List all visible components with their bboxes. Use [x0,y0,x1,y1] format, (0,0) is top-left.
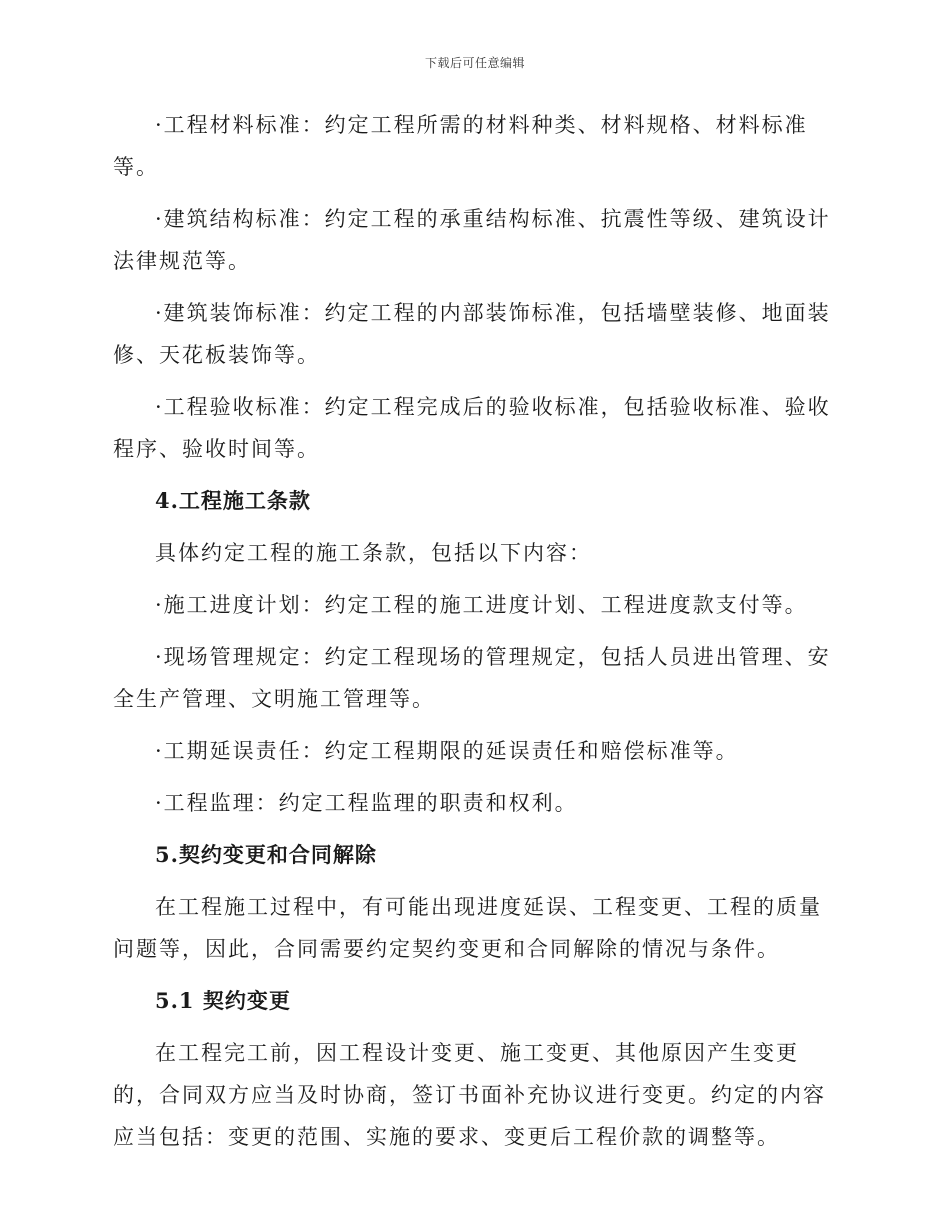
page-header: 下载后可任意编辑 [424,56,525,70]
paragraph-change-detail: 在工程完工前，因工程设计变更、施工变更、其他原因产生变更的，合同双方应当及时协商，签订书面补充协议进行变更。约定的内容应当包括：变更的范围、实施的要求、变更后工程价款的调整等。 [113,1041,826,1149]
paragraph-material-standard: ·工程材料标准：约定工程所需的材料种类、材料规格、材料标准等。 [113,113,808,179]
section-heading-construction-terms: 4.工程施工条款 [155,488,311,513]
paragraph-delay-liability: ·工期延误责任：约定工程期限的延误责任和赔偿标准等。 [155,739,739,763]
paragraph-decoration-standard: ·建筑装饰标准：约定工程的内部装饰标准，包括墙壁装修、地面装修、天花板装饰等。 [113,301,831,367]
paragraph-site-management: ·现场管理规定：约定工程现场的管理规定，包括人员进出管理、安全生产管理、文明施工管理等。 [113,645,831,711]
paragraph-change-intro: 在工程施工过程中，有可能出现进度延误、工程变更、工程的质量问题等，因此，合同需要约定契约变更和合同解除的情况与条件。 [113,895,822,961]
paragraph-acceptance-standard: ·工程验收标准：约定工程完成后的验收标准，包括验收标准、验收程序、验收时间等。 [113,395,831,461]
paragraph-supervision: ·工程监理：约定工程监理的职责和权利。 [155,791,578,815]
subsection-heading-contract-change: 5.1 契约变更 [155,988,291,1013]
section-heading-contract-change: 5.契约变更和合同解除 [155,842,377,867]
paragraph-progress-plan: ·施工进度计划：约定工程的施工进度计划、工程进度款支付等。 [155,593,808,617]
paragraph-structure-standard: ·建筑结构标准：约定工程的承重结构标准、抗震性等级、建筑设计法律规范等。 [113,207,831,273]
paragraph-construction-intro: 具体约定工程的施工条款，包括以下内容： [155,541,592,565]
document-body [113,104,833,1168]
